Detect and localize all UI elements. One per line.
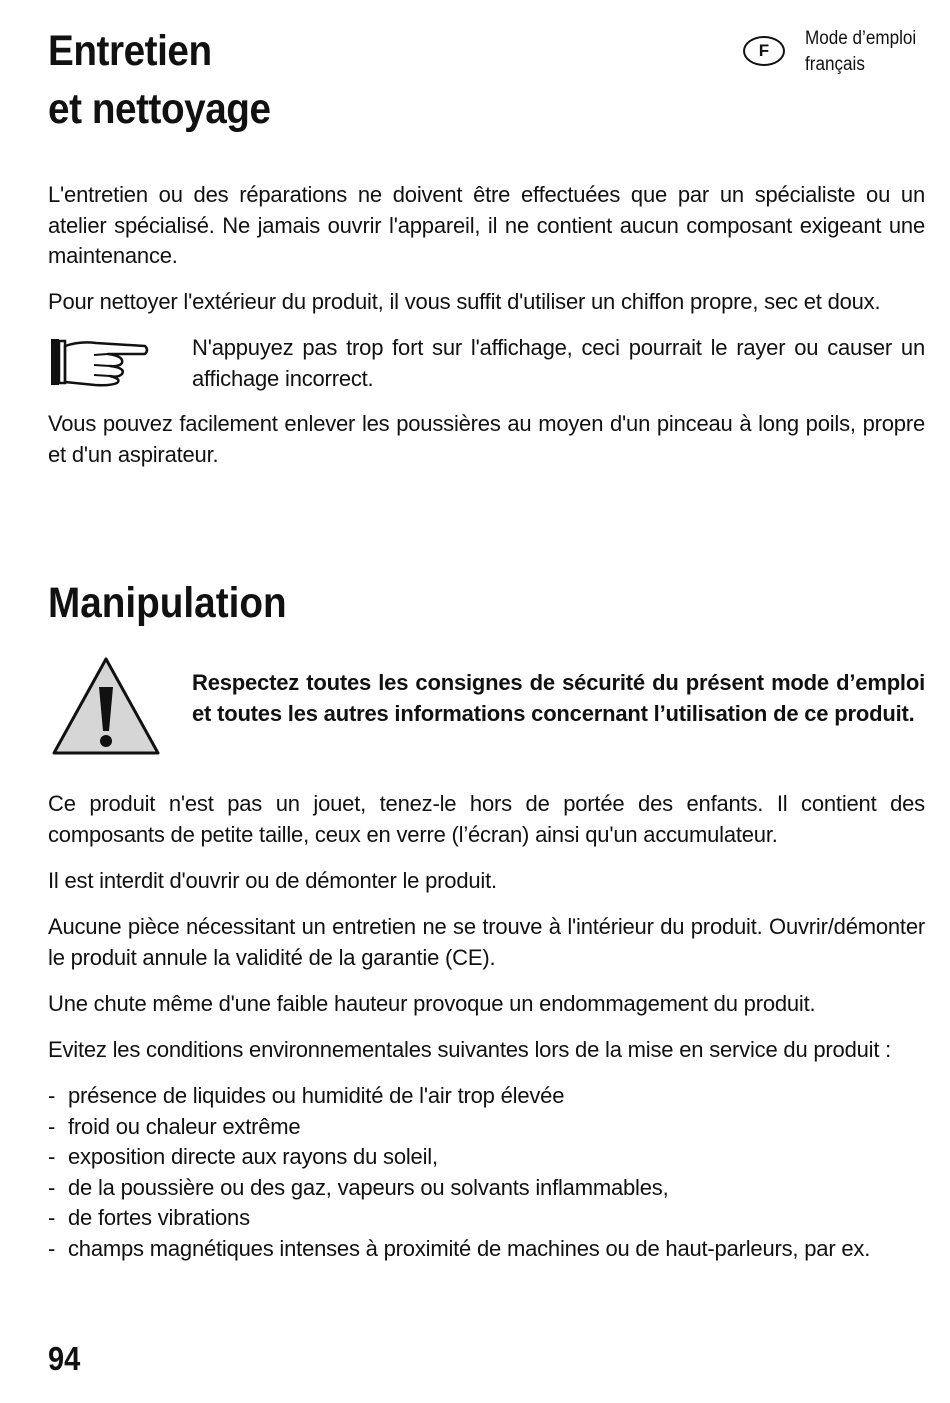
conditions-list [48,1081,870,1264]
list-item: - présence de liquides ou humidité de l'air trop élevée [48,1081,870,1112]
list-item: - de la poussière ou des gaz, vapeurs ou solvants inflammables, [48,1173,870,1204]
section-title-manipulation: Manipulation [48,579,287,627]
list-item: - froid ou chaleur extrême [48,1112,870,1143]
maintenance-paragraph-1: L'entretien ou des réparations ne doivent être effectuées que par un spécialiste ou un atelier spécialisé. Ne jamais ouvrir l'appareil, il ne contient aucun composant exigeant une maintenance. [48,182,925,268]
safety-warning: Respectez toutes les consignes de sécurité du présent mode d’emploi et toutes les autres informations concernant l’utilisation de ce produit. [192,670,925,726]
language-label [805,26,916,78]
handling-paragraph-4: Une chute même d'une faible hauteur provoque un endommagement du produit. [48,991,816,1016]
maintenance-note: N'appuyez pas trop fort sur l'affichage, ceci pourrait le rayer ou causer un affichage incorrect. [192,335,925,391]
pointing-hand-icon [50,336,150,388]
list-item: - de fortes vibrations [48,1203,870,1234]
page-title [48,22,271,138]
list-item: - champs magnétiques intenses à proximité de machines ou de haut-parleurs, par ex. [48,1234,870,1265]
maintenance-paragraph-3: Vous pouvez facilement enlever les poussières au moyen d'un pinceau à long poils, propre et d'un aspirateur. [48,411,925,467]
page-title-line-1: Entretien [48,27,212,75]
page-title-line-2: et nettoyage [48,85,271,133]
handling-paragraph-1: Ce produit n'est pas un jouet, tenez-le hors de portée des enfants. Il contient des composants de petite taille, ceux en verre (l’écran) ainsi qu'un accumulateur. [48,791,925,847]
language-badge: F [743,36,785,66]
list-item: - exposition directe aux rayons du soleil, [48,1142,870,1173]
language-label-line-1: Mode d’emploi [805,28,917,49]
language-label-line-2: français [805,54,865,75]
handling-paragraph-3: Aucune pièce nécessitant un entretien ne se trouve à l'intérieur du produit. Ouvrir/démonter le produit annule la validité de la garantie (CE). [48,914,925,970]
page-number: 94 [48,1340,81,1377]
handling-paragraph-2: Il est interdit d'ouvrir ou de démonter le produit. [48,868,497,893]
warning-triangle-icon [50,655,162,757]
handling-paragraph-5: Evitez les conditions environnementales suivantes lors de la mise en service du produit : [48,1037,892,1062]
maintenance-paragraph-2: Pour nettoyer l'extérieur du produit, il vous suffit d'utiliser un chiffon propre, sec et doux. [48,289,881,314]
